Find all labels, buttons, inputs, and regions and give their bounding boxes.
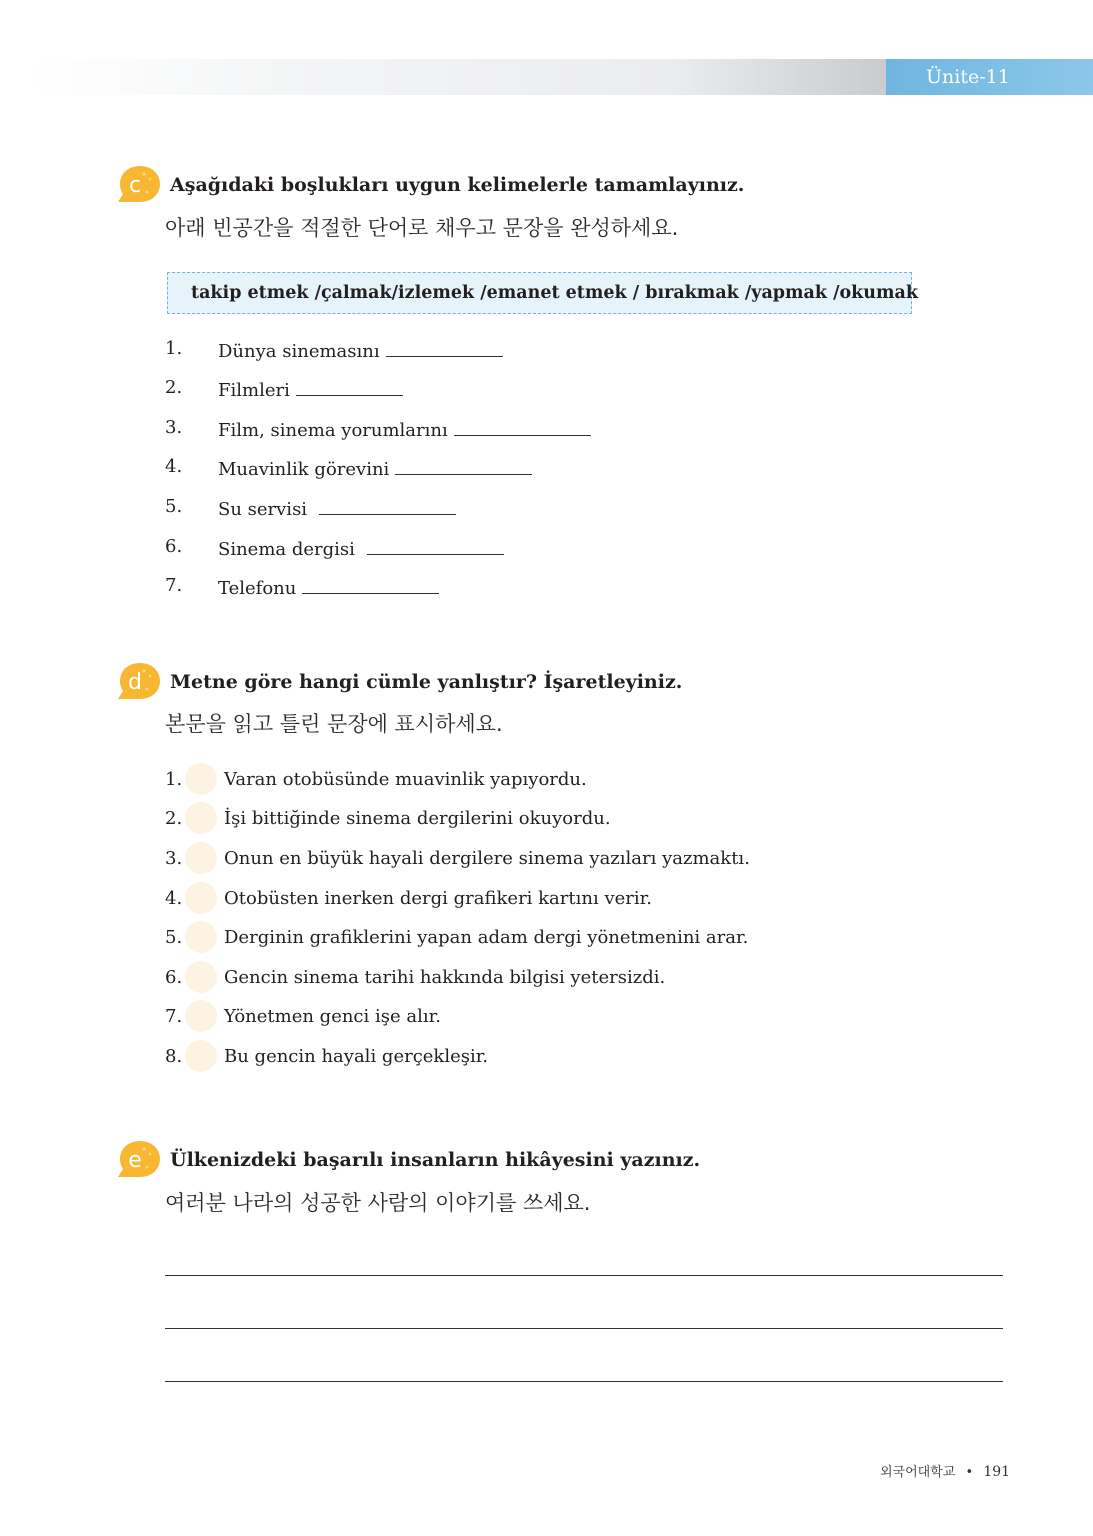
item-text: Bu gencin hayali gerçekleşir.: [224, 1046, 489, 1067]
page-footer: [880, 1461, 1010, 1480]
item-number: 1.: [165, 338, 183, 359]
item-number: 2.: [165, 808, 183, 829]
checkbox-circle[interactable]: [185, 1000, 217, 1032]
section-e-title: Ülkenizdeki başarılı insanların hikâyesini yazınız.: [170, 1149, 701, 1171]
item-number: 7.: [165, 575, 183, 596]
item-text: Film, sinema yorumlarını: [218, 420, 448, 441]
answer-blank[interactable]: [319, 496, 456, 515]
item-number: 8.: [165, 1046, 183, 1067]
page-number: 191: [983, 1464, 1011, 1480]
item-text: Derginin grafiklerini yapan adam dergi yönetmenini arar.: [224, 927, 749, 948]
writing-line[interactable]: [165, 1381, 1003, 1382]
writing-line[interactable]: [165, 1328, 1003, 1329]
section-c-subtitle: 아래 빈공간을 적절한 단어로 채우고 문장을 완성하세요.: [165, 216, 679, 240]
header-bar: [30, 59, 886, 95]
item-number: 1.: [165, 769, 183, 790]
item-number: 7.: [165, 1006, 183, 1027]
item-number: 4.: [165, 456, 183, 477]
item-number: 5.: [165, 927, 183, 948]
item-number: 2.: [165, 377, 183, 398]
item-text: Yönetmen genci işe alır.: [224, 1006, 441, 1027]
item-text: Telefonu: [218, 578, 297, 599]
checkbox-circle[interactable]: [185, 1040, 217, 1072]
item-text: Muavinlik görevini: [218, 459, 390, 480]
badge-d: [114, 662, 164, 700]
answer-blank[interactable]: [302, 575, 439, 594]
badge-e-letter: e: [128, 1148, 142, 1173]
item-number: 3.: [165, 848, 183, 869]
item-number: 4.: [165, 888, 183, 909]
checkbox-circle[interactable]: [185, 802, 217, 834]
footer-school: 외국어대학교: [880, 1465, 956, 1480]
item-text: Gencin sinema tarihi hakkında bilgisi yetersizdi.: [224, 967, 666, 988]
badge-e: [114, 1140, 164, 1178]
answer-blank[interactable]: [386, 338, 503, 357]
checkbox-circle[interactable]: [185, 842, 217, 874]
item-number: 6.: [165, 536, 183, 557]
checkbox-circle[interactable]: [185, 921, 217, 953]
item-text: Dünya sinemasını: [218, 341, 380, 362]
item-number: 3.: [165, 417, 183, 438]
item-number: 6.: [165, 967, 183, 988]
answer-blank[interactable]: [296, 377, 403, 396]
word-bank-box: takip etmek /çalmak/izlemek /emanet etmek / bırakmak /yapmak /okumak: [167, 272, 912, 314]
checkbox-circle[interactable]: [185, 961, 217, 993]
item-text: Varan otobüsünde muavinlik yapıyordu.: [224, 769, 587, 790]
badge-c: [114, 165, 164, 203]
section-c-title: Aşağıdaki boşlukları uygun kelimelerle tamamlayınız.: [170, 174, 745, 196]
checkbox-circle[interactable]: [185, 882, 217, 914]
item-text: İşi bittiğinde sinema dergilerini okuyordu.: [224, 808, 611, 829]
answer-blank[interactable]: [395, 456, 532, 475]
item-text: Sinema dergisi: [218, 539, 355, 560]
answer-blank[interactable]: [454, 417, 591, 436]
checkbox-circle[interactable]: [185, 763, 217, 795]
badge-c-letter: c: [128, 173, 142, 198]
item-number: 5.: [165, 496, 183, 517]
answer-blank[interactable]: [367, 536, 504, 555]
item-text: Otobüsten inerken dergi grafikeri kartını verir.: [224, 888, 652, 909]
item-text: Filmleri: [218, 380, 290, 401]
footer-separator: •: [965, 1465, 974, 1480]
item-text: Onun en büyük hayali dergilere sinema yazıları yazmaktı.: [224, 848, 750, 869]
section-d-title: Metne göre hangi cümle yanlıştır? İşaretleyiniz.: [170, 671, 683, 693]
badge-d-letter: d: [128, 670, 142, 695]
item-text: Su servisi: [218, 499, 308, 520]
unit-tab: Ünite-11: [886, 59, 1093, 95]
writing-line[interactable]: [165, 1275, 1003, 1276]
section-d-subtitle: 본문을 읽고 틀린 문장에 표시하세요.: [165, 712, 503, 736]
section-e-subtitle: 여러분 나라의 성공한 사람의 이야기를 쓰세요.: [165, 1191, 591, 1215]
